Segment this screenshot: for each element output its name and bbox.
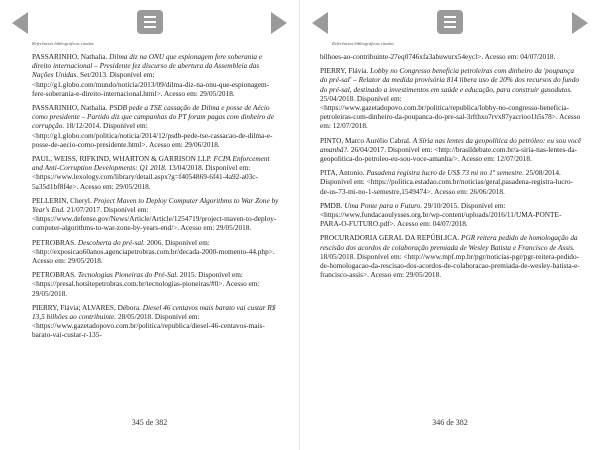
reference-text: PASSARINHO, Nathalia. bbox=[32, 52, 110, 61]
right-navigation-bar bbox=[300, 10, 600, 36]
reference-title: Diesel 46 centavos mais barato vai custar R$ 13,5 bilhões ao contribuinte. bbox=[32, 302, 276, 322]
reference-title: PGR reitera pedido de homologação da rescisão dos acordos de colaboração premiada de Wesley Batista e Francisco de Assis. bbox=[320, 233, 578, 252]
reference-text: PELLERIN, Cheryl. bbox=[32, 195, 94, 205]
left-navigation-bar bbox=[0, 10, 299, 36]
previous-page-arrow-icon[interactable] bbox=[312, 12, 328, 34]
reference-text: bilhoes-ao-contribuinte-27eq0746xfa3abuwurx54eycl>. Acesso em: 04/07/2018. bbox=[320, 52, 556, 61]
reference-entry bbox=[320, 201, 582, 229]
reference-title: Lobby no Congresso beneficia petroleiras com dinheiro da 'poupança do pré-sal' – Relator da medida provisória 814 libera uso de 20% dos recursos do fundo do pré-sal, destinado a investimentos em saúde e educação, para construir gasodutos. bbox=[320, 66, 580, 94]
reference-entry bbox=[32, 154, 282, 191]
reference-text: 26/04/2017. Disponível em: <http://brasildebate.com.br/a-siria-nas-lentes-da-geopolitica-do-petroleo-eu-sou-voce-amanha/>. Acesso em: 12/07/2018. bbox=[320, 144, 578, 164]
reference-text: 29/10/2015. Disponível em: <https://www.fundacaoulysses.org.br/wp-content/uploads/2016/11/UMA-PONTE-PARA-O-FUTURO.pdf>. Acesso em: 04/07/2018. bbox=[320, 200, 562, 229]
reference-entry bbox=[320, 52, 582, 61]
reference-text: PMDB. bbox=[320, 200, 345, 210]
reference-entry bbox=[320, 136, 582, 164]
reference-text: 21/07/2017. Disponível em: <https://www.defense.gov/News/Article/Article/1254719/project-maven-to-deploy-computer-algorithms-to-war-zone-by-years-end/>. Acesso em: 29/05/2018. bbox=[32, 205, 277, 233]
reference-text: PASSARINHO, Nathalia. bbox=[32, 103, 110, 113]
reference-entry bbox=[32, 270, 282, 298]
reference-text: 18/05/2018. Disponível em: <http://www.mpf.mp.br/pgr/noticias-pgr/pgr-reitera-pedido-de-homologacao-da-rescisao-dos-acordos-de-colaboracao-premiada-de-wesley-batista-e-francisco-assis>. Acesso em: 29/05/2018. bbox=[320, 251, 580, 280]
reference-title: FCPA Enforcement and Anti-Corruption Developments: Q1 2018. bbox=[32, 154, 270, 173]
reference-title: Uma Ponte para o Futuro. bbox=[344, 200, 423, 210]
reference-text: PINTO, Marco Aurélio Cabral. bbox=[320, 135, 413, 145]
reference-title: PSDB pede a TSE cassação de Dilma e posse de Aécio como presidente – Partido diz que campanhas do PT foram pagas com dinheiro de corrupção. bbox=[32, 103, 274, 131]
running-header: Referências bibliográficas citadas bbox=[332, 41, 394, 46]
reference-text: PIERRY, Flávia. bbox=[320, 66, 371, 76]
reference-title: Project Maven to Deploy Computer Algorithms to War Zone by Year's End. bbox=[32, 195, 279, 215]
reference-text: PETROBRAS. bbox=[32, 270, 78, 280]
reference-text: Set/2013. Disponível em: <http://g1.globo.com/mundo/noticia/2013/09/dilma-diz-na-onu-que-espionagem-fere-soberania-e-direito-internacional.html>. Acesso em: 29/05/2018. bbox=[32, 70, 270, 98]
reference-text: 18/12/2014. Disponível em: <http://g1.globo.com/politica/noticia/2014/12/psdb-pede-tse-cassacao-de-dilma-e-posse-de-aecio-como-presidente.html>. Acesso em: 29/06/2018. bbox=[32, 121, 273, 149]
reference-text: 28/05/2018. Disponível em: <https://www.gazetadopovo.com.br/politica/republica/diesel-46-centavos-mais-barato-vai-custar-r-135- bbox=[32, 312, 265, 340]
reference-title: Descoberta do pré-sal. bbox=[77, 237, 145, 247]
reference-entry bbox=[32, 303, 282, 340]
reference-text: PETROBRAS. bbox=[32, 237, 78, 247]
reference-title: A Síria nas lentes da geopolítica do petróleo: eu sou você amanhã?. bbox=[320, 135, 582, 154]
previous-page-arrow-icon[interactable] bbox=[12, 12, 28, 34]
reference-entry bbox=[32, 196, 282, 233]
reference-text: 25/08/2014. Disponível em: <https://politica.estadao.com.br/noticias/geral,pasadena-registra-lucro-de-us-73-mi-no-1-semestre,1549474>. Acesso em: 26/06/2018. bbox=[320, 168, 573, 196]
page-number: 346 de 382 bbox=[432, 418, 468, 427]
next-page-arrow-icon[interactable] bbox=[271, 12, 287, 34]
reference-text: 25/04/2018. Disponível em: <https://www.gazetadopovo.com.br/politica/republica/lobby-no-congresso-beneficia-petroleiras-com-dinheiro-da-poupanca-do-pre-sal-3rfthxo7rvx87yacrioo1h5s78>. Acesso em: 12/07/2018. bbox=[320, 93, 581, 131]
reference-entry bbox=[320, 233, 582, 279]
reference-text: PITA, Antonio. bbox=[320, 168, 367, 178]
reference-entry bbox=[32, 52, 282, 98]
reference-title: Tecnologias Pioneiras do Pré-Sal. bbox=[77, 270, 179, 280]
running-header: Referências bibliográficas citadas bbox=[32, 41, 94, 46]
reference-entry bbox=[320, 168, 582, 196]
reference-text: PAUL, WEISS, RIFKIND, WHARTON & GARRISON LLP. bbox=[32, 154, 214, 164]
reference-text: 13/04/2018. Disponível em: <https://www.lexology.com/library/detail.aspx?g=f4054869-6f41-4a92-a03c-5a35d1bf8f4e>. Acesso em: 29/05/2018. bbox=[32, 163, 258, 191]
reference-text: PROCURADORIA GERAL DA REPÚBLICA. bbox=[320, 233, 462, 243]
reference-entry bbox=[320, 66, 582, 130]
menu-icon[interactable] bbox=[137, 10, 163, 34]
reference-entry bbox=[32, 103, 282, 149]
references-list bbox=[32, 52, 282, 345]
reference-text: 2006. Disponível em: <http://exposicao60anos.agenciapetrobras.com.br/decada-2000-momento-44.php>. Acesso em: 29/05/2018. bbox=[32, 237, 275, 266]
right-page bbox=[300, 0, 600, 450]
reference-title: Dilma diz na ONU que espionagem fere soberania e direito internacional – Presidente fez discurso de abertura da Assembleia das Nações Unidas. bbox=[32, 52, 263, 80]
reference-title: Pasadena registra lucro de US$ 73 mi no 1º semestre. bbox=[366, 168, 524, 178]
reference-entry bbox=[32, 238, 282, 266]
references-list bbox=[320, 52, 582, 284]
page-number: 345 de 382 bbox=[131, 418, 168, 427]
reference-text: 2015. Disponível em: <https://presal.hotsitepetrobras.com.br/tecnologias-pioneiras/#0>. Acesso em: 29/05/2018. bbox=[32, 270, 260, 298]
menu-icon[interactable] bbox=[437, 10, 463, 34]
next-page-arrow-icon[interactable] bbox=[572, 12, 588, 34]
reference-text: PIERRY, Flávia; ALVARES, Débora. bbox=[32, 302, 143, 312]
